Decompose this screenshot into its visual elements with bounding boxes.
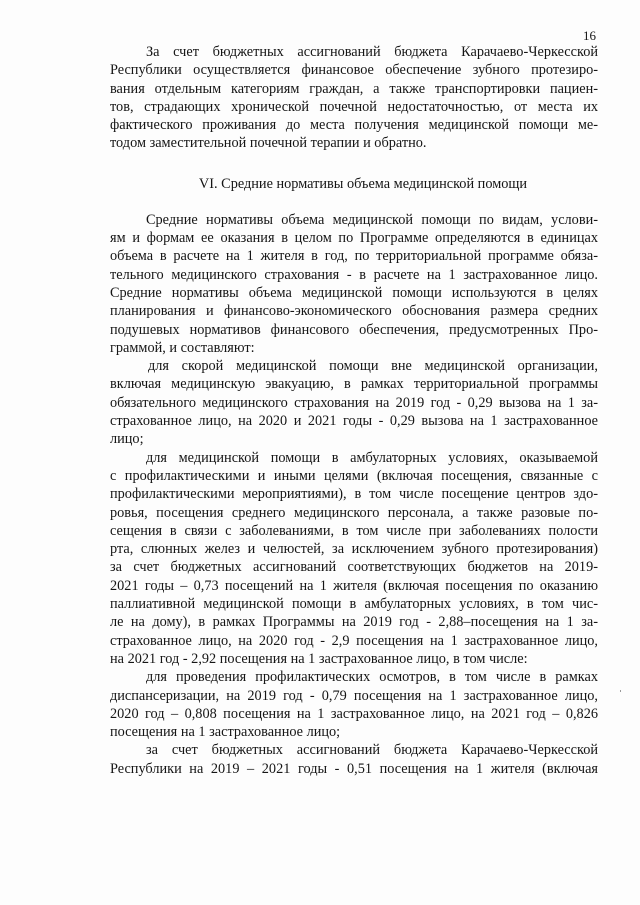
- text-line: лицо;: [110, 431, 144, 448]
- section-heading: VI. Средние нормативы объема медицинской помощи: [198, 175, 528, 192]
- text-line: тодом заместительной почечной терапии и обратно.: [110, 135, 427, 152]
- text-line: Средние нормативы объема медицинской помощи по видам, услови-: [146, 211, 598, 228]
- text-line: включая медицинскую эвакуацию, в рамках территориальной программы: [110, 376, 598, 393]
- paragraph-outpatient-care: [110, 449, 598, 669]
- text-line: Средние нормативы объема медицинской помощи используются в целях: [110, 284, 598, 301]
- text-line: 2020 год – 0,808 посещения на 1 застрахованное лицо, на 2021 год – 0,826: [110, 705, 598, 722]
- text-line: ям и формам ее оказания в целом по Программе определяются в единицах: [110, 230, 598, 247]
- text-line: граммой, и составляют:: [110, 339, 255, 356]
- text-line: для скорой медицинской помощи вне медицинской организации,: [148, 358, 598, 375]
- text-line: обязательного медицинского страхования на 2019 год - 0,29 вызова на 1 за-: [110, 394, 598, 411]
- text-line: фактического проживания до места получения медицинской помощи ме-: [110, 117, 598, 134]
- paragraph-preventive-exams: [110, 668, 598, 741]
- text-line: сещения в связи с заболеваниями, в том числе при заболеваниях полости: [110, 522, 598, 539]
- page-number: 16: [583, 28, 596, 43]
- text-line: на 2021 год - 2,92 посещения на 1 застрахованное лицо, в том числе:: [110, 650, 528, 667]
- text-line: паллиативной медицинской помощи в амбулаторных условиях, в том чис-: [110, 596, 598, 613]
- text-line: планирования и финансово-экономического обоснования размера средних: [110, 303, 598, 320]
- text-line: ле на дому), в рамках Программы на 2019 год - 2,88–посещения на 1 за-: [110, 614, 598, 631]
- text-line: Республики на 2019 – 2021 годы - 0,51 посещения на 1 жителя (включая: [110, 760, 598, 777]
- text-line: для проведения профилактических осмотров, в том числе в рамках: [146, 669, 598, 686]
- paragraph-emergency-care: [110, 357, 598, 448]
- text-line: посещения на 1 застрахованное лицо;: [110, 724, 341, 741]
- text-line: за счет бюджетных ассигнований бюджета Карачаево-Черкесской: [146, 742, 598, 759]
- scan-speck: [620, 690, 621, 692]
- text-line: объема в расчете на 1 жителя в год, по территориальной программе обяза-: [110, 248, 598, 265]
- text-line: Республики осуществляется финансовое обеспечение зубного протезиро-: [110, 62, 598, 79]
- text-line: диспансеризации, на 2019 год - 0,79 посещения на 1 застрахованное лицо,: [110, 687, 598, 704]
- text-line: с профилактическими и иными целями (включая посещения, связанные с: [110, 467, 598, 484]
- paragraph-budget-visits: [110, 741, 598, 778]
- text-line: профилактическими мероприятиями), в том числе посещение центров здо-: [110, 486, 598, 503]
- paragraph-funding: [110, 43, 598, 153]
- text-line: рта, слюнных желез и челюстей, за исключением зубного протезирования): [110, 541, 598, 558]
- text-line: подушевых нормативов финансового обеспечения, предусмотренных Про-: [110, 321, 598, 338]
- text-line: тов, страдающих хронической почечной недостаточностью, от места их: [110, 98, 598, 115]
- text-line: для медицинской помощи в амбулаторных условиях, оказываемой: [146, 449, 598, 466]
- text-line: за счет бюджетных ассигнований соответствующих бюджетов на 2019-: [110, 559, 598, 576]
- text-line: ровья, посещения среднего медицинского персонала, а также разовые по-: [110, 504, 598, 521]
- text-line: тельного медицинского страхования - в расчете на 1 застрахованное лицо.: [110, 266, 598, 283]
- text-line: страхованное лицо, на 2020 год - 2,9 посещения на 1 застрахованное лицо,: [110, 632, 598, 649]
- text-line: 2021 годы – 0,73 посещений на 1 жителя (включая посещения по оказанию: [110, 577, 598, 594]
- document-body: [110, 43, 598, 778]
- text-line: За счет бюджетных ассигнований бюджета Карачаево-Черкесской: [146, 44, 598, 60]
- paragraph-norms-intro: [110, 211, 598, 357]
- text-line: страхованное лицо, на 2020 и 2021 годы - 0,29 вызова на 1 застрахованное: [110, 413, 598, 430]
- text-line: вания отдельным категориям граждан, а также транспортировки пациен-: [110, 80, 598, 97]
